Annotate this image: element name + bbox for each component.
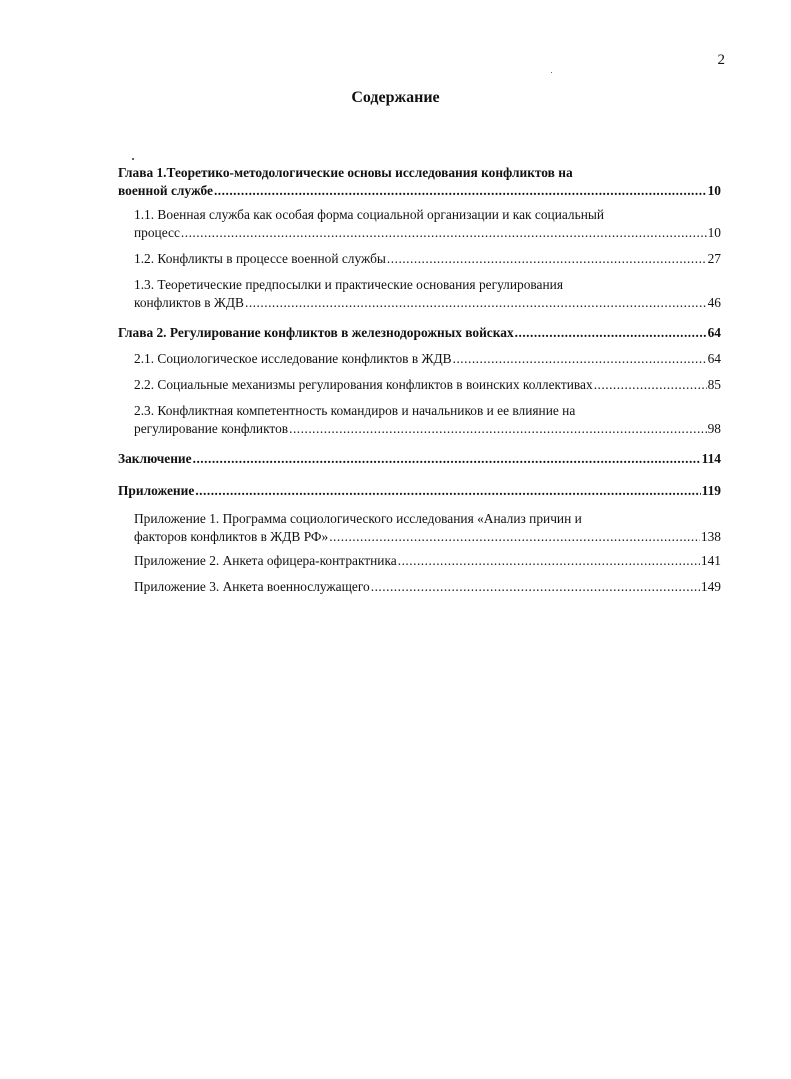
toc-page-number: 64	[707, 351, 721, 366]
toc-page-number: 149	[700, 579, 721, 594]
toc-entry-row	[118, 324, 721, 342]
toc-entry-line: 2.3. Конфликтная компетентность командиров и начальников и ее влияние на	[134, 403, 576, 418]
scan-speck	[132, 158, 134, 160]
toc-entry-title: Приложение 2. Анкета офицера-контрактника	[134, 553, 397, 568]
toc-entry-title: факторов конфликтов в ЖДВ РФ»	[134, 528, 329, 544]
toc-section-entry	[118, 578, 721, 596]
toc-entry-row	[134, 528, 721, 546]
toc-entry-row	[118, 450, 721, 468]
toc-section-entry	[118, 552, 721, 570]
toc-entry-title: 2.1. Социологическое исследование конфликтов в ЖДВ	[134, 351, 452, 366]
toc-chapter-entry	[118, 164, 721, 199]
toc-entry-title: Приложение	[118, 483, 195, 498]
toc-entry-row	[134, 250, 721, 268]
dot-leader	[387, 250, 707, 268]
toc-entry-row	[134, 350, 721, 368]
toc-entry-title: 2.2. Социальные механизмы регулирования конфликтов в воинских коллективах	[134, 377, 593, 392]
toc-page-number: 141	[700, 553, 721, 568]
toc-entry-line: 1.3. Теоретические предпосылки и практические основания регулирования	[134, 277, 563, 292]
dot-leader	[181, 224, 707, 242]
toc-chapter-entry	[118, 450, 721, 468]
dot-leader	[245, 294, 707, 312]
toc-entry-line: Глава 1.Теоретико-методологические основы исследования конфликтов на	[118, 165, 573, 180]
toc-entry-row	[134, 224, 721, 242]
toc-section-entry	[118, 276, 721, 311]
toc-entry-line: Приложение 1. Программа социологического исследования «Анализ причин и	[134, 511, 582, 526]
toc-entry-title: процесс	[134, 224, 180, 240]
toc-page-number: 64	[707, 325, 721, 340]
toc-chapter-entry	[118, 324, 721, 342]
dot-leader	[193, 450, 701, 468]
toc-chapter-entry	[118, 482, 721, 500]
toc-entry-row	[134, 420, 721, 438]
dot-leader	[515, 324, 707, 342]
toc-entry-title: Глава 2. Регулирование конфликтов в железнодорожных войсках	[118, 325, 514, 340]
toc-entry-row	[134, 376, 721, 394]
dot-leader	[289, 420, 707, 438]
toc-section-entry	[118, 350, 721, 368]
dot-leader	[195, 482, 700, 500]
toc-entry-row	[118, 482, 721, 500]
toc-page-number: 27	[707, 251, 721, 266]
dot-leader	[453, 350, 707, 368]
toc-entry-row	[134, 578, 721, 596]
dot-leader	[594, 376, 707, 394]
dot-leader	[329, 528, 700, 546]
toc-entry-title: 1.2. Конфликты в процессе военной службы	[134, 251, 386, 266]
toc-page-number: 119	[701, 483, 721, 498]
toc-page-number: 114	[701, 451, 721, 466]
dot-leader	[214, 182, 707, 200]
toc-entry-title: военной службе	[118, 182, 213, 198]
toc-entry-title: Заключение	[118, 451, 192, 466]
toc-section-entry	[118, 402, 721, 437]
toc-page-number: 98	[707, 420, 721, 436]
dot-leader	[371, 578, 700, 596]
toc-entry-row	[134, 294, 721, 312]
toc-section-entry	[118, 376, 721, 394]
toc-section-entry	[118, 206, 721, 241]
toc-page-number: 138	[700, 528, 721, 544]
toc-section-entry	[118, 250, 721, 268]
scan-speck	[551, 72, 552, 73]
toc-entry-row	[134, 552, 721, 570]
toc-entry-title: Приложение 3. Анкета военнослужащего	[134, 579, 370, 594]
toc-page-number: 10	[707, 182, 721, 198]
toc-page-number: 46	[707, 294, 721, 310]
toc-page-number: 10	[707, 224, 721, 240]
toc-page-number: 85	[707, 377, 721, 392]
toc-entry-title: конфликтов в ЖДВ	[134, 294, 244, 310]
toc-entry-row	[118, 182, 721, 200]
toc-entry-title: регулирование конфликтов	[134, 420, 289, 436]
dot-leader	[398, 552, 700, 570]
toc-entry-line: 1.1. Военная служба как особая форма социальной организации и как социальный	[134, 207, 605, 222]
page-number: 2	[717, 52, 725, 68]
toc-section-entry	[118, 510, 721, 545]
page-title: Содержание	[351, 89, 440, 106]
